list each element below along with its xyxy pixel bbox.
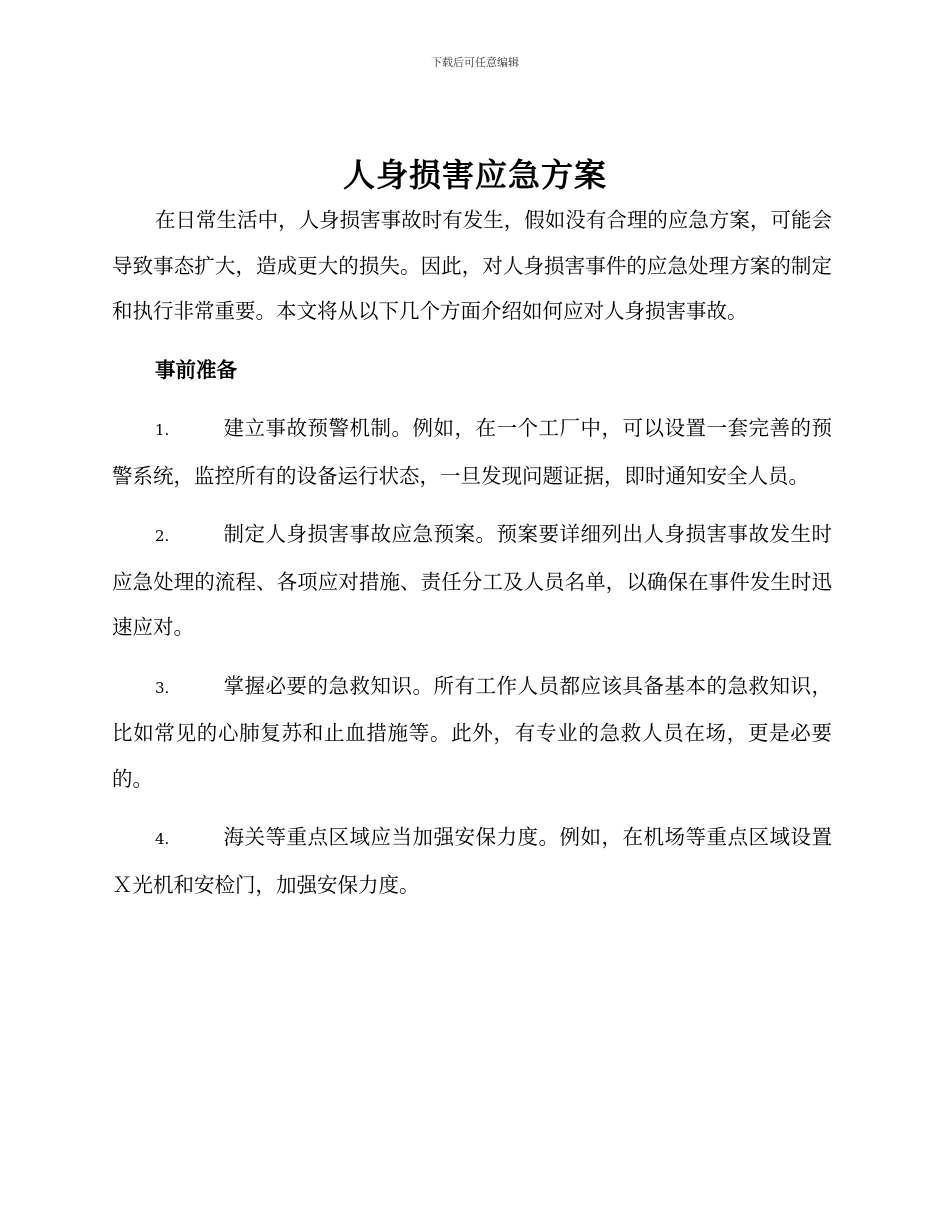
list-item-number: 1.	[155, 421, 170, 439]
list-item-text: 掌握必要的急救知识。所有工作人员都应该具备基本的急救知识，比如常见的心肺复苏和止血措施等。此外，有专业的急救人员在场，更是必要的。	[112, 673, 832, 791]
list-item-text: 海关等重点区域应当加强安保力度。例如，在机场等重点区域设置Ｘ光机和安检门，加强安保力度。	[112, 825, 832, 897]
intro-paragraph: 在日常生活中，人身损害事故时有发生，假如没有合理的应急方案，可能会导致事态扩大，造成更大的损失。因此，对人身损害事件的应急处理方案的制定和执行非常重要。本文将从以下几个方面介绍如何应对人身损害事故。	[112, 208, 832, 323]
list-item-text: 制定人身损害事故应急预案。预案要详细列出人身损害事故发生时应急处理的流程、各项应对措施、责任分工及人员名单，以确保在事件发生时迅速应对。	[112, 522, 832, 639]
document-title: 人身损害应急方案	[342, 156, 607, 194]
list-item	[112, 664, 832, 803]
list-item-number: 3.	[155, 678, 170, 697]
document-body	[112, 198, 832, 908]
list-item-text: 建立事故预警机制。例如，在一个工厂中，可以设置一套完善的预警系统，监控所有的设备运行状态，一旦发现问题证据，即时通知安全人员。	[112, 416, 832, 488]
header-note: 下载后可任意编辑	[431, 56, 519, 69]
list-item-number: 2.	[155, 527, 170, 545]
list-item	[112, 406, 832, 499]
list-item	[112, 512, 832, 651]
list-item	[112, 815, 832, 908]
section-heading: 事前准备	[155, 357, 237, 382]
list-item-number: 4.	[155, 830, 170, 848]
